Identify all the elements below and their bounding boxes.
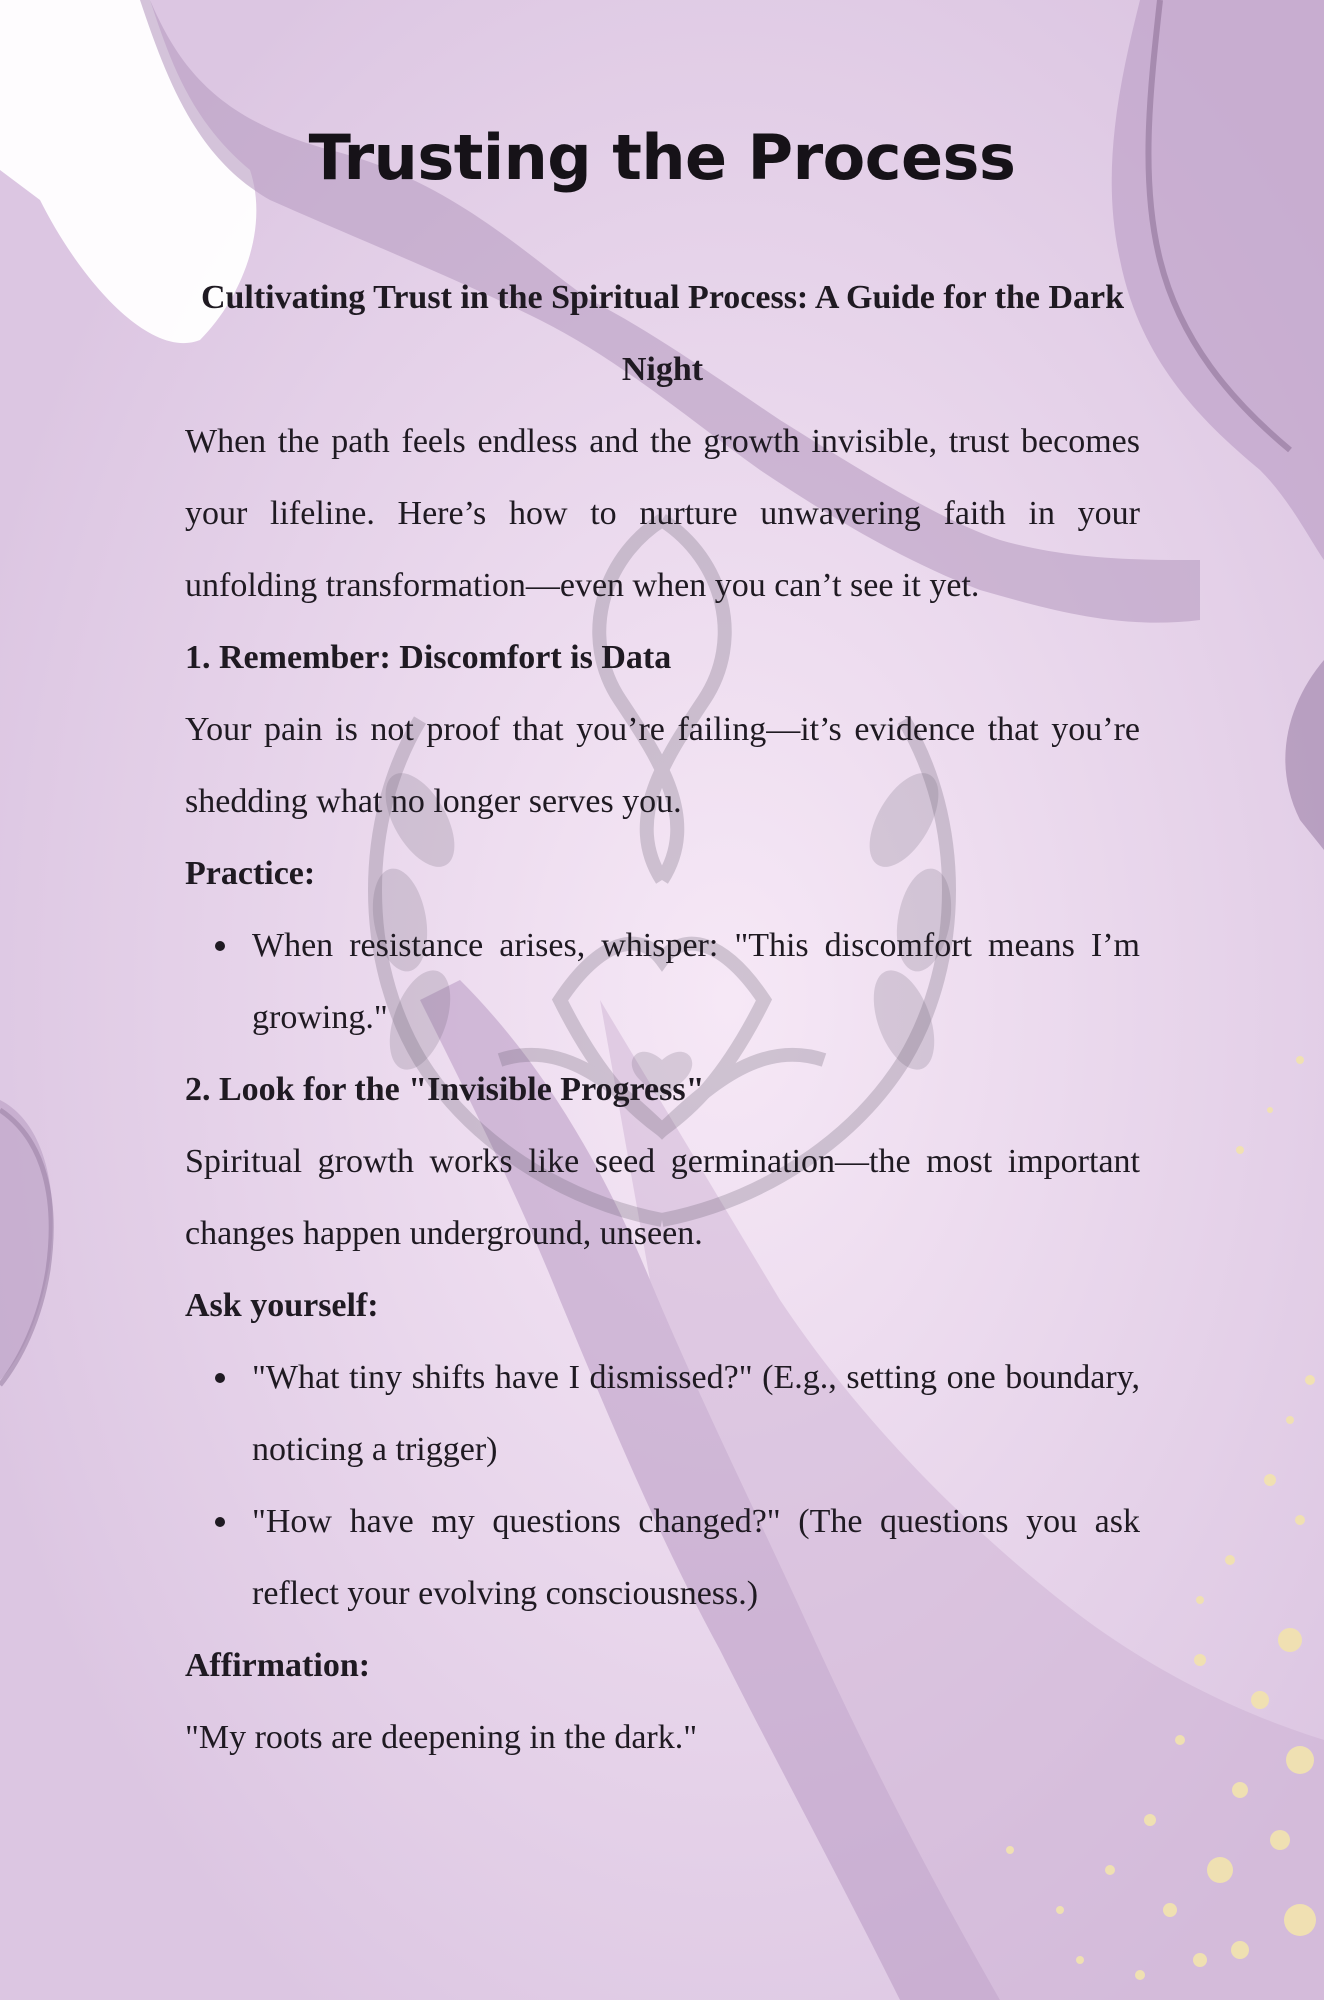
ask-yourself-label: Ask yourself: — [185, 1287, 379, 1324]
section-2-heading: 2. Look for the "Invisible Progress" — [185, 1071, 705, 1108]
section-2-body: Spiritual growth works like seed germination—the most important changes happen underground, unseen. — [185, 1143, 1140, 1252]
intro-paragraph: When the path feels endless and the growth invisible, trust becomes your lifeline. Here’s how to nurture unwavering faith in your unfolding transformation—even when you can’t see it yet. — [185, 423, 1140, 604]
list-item-text: When resistance arises, whisper: "This discomfort means I’m growing." — [252, 927, 1140, 1036]
list-item-text: "How have my questions changed?" (The questions you ask reflect your evolving consciousness.) — [252, 1503, 1140, 1612]
document-body — [185, 262, 1140, 1774]
practice-list — [185, 910, 1140, 1054]
bullet-icon — [215, 941, 225, 951]
list-item — [252, 1342, 1140, 1486]
section-1-heading: 1. Remember: Discomfort is Data — [185, 639, 672, 676]
practice-label: Practice: — [185, 855, 316, 892]
list-item — [252, 1486, 1140, 1630]
section-1-body: Your pain is not proof that you’re failing—it’s evidence that you’re shedding what no longer serves you. — [185, 711, 1140, 820]
subtitle: Cultivating Trust in the Spiritual Process: A Guide for the Dark Night — [200, 279, 1125, 388]
bullet-icon — [215, 1517, 225, 1527]
ask-yourself-list — [185, 1342, 1140, 1630]
list-item — [252, 910, 1140, 1054]
list-item-text: "What tiny shifts have I dismissed?" (E.g., setting one boundary, noticing a trigger) — [252, 1359, 1140, 1468]
page-title: Trusting the Process — [308, 121, 1016, 194]
affirmation-label: Affirmation: — [185, 1647, 371, 1684]
bullet-icon — [215, 1373, 225, 1383]
affirmation-text: "My roots are deepening in the dark." — [185, 1719, 698, 1756]
